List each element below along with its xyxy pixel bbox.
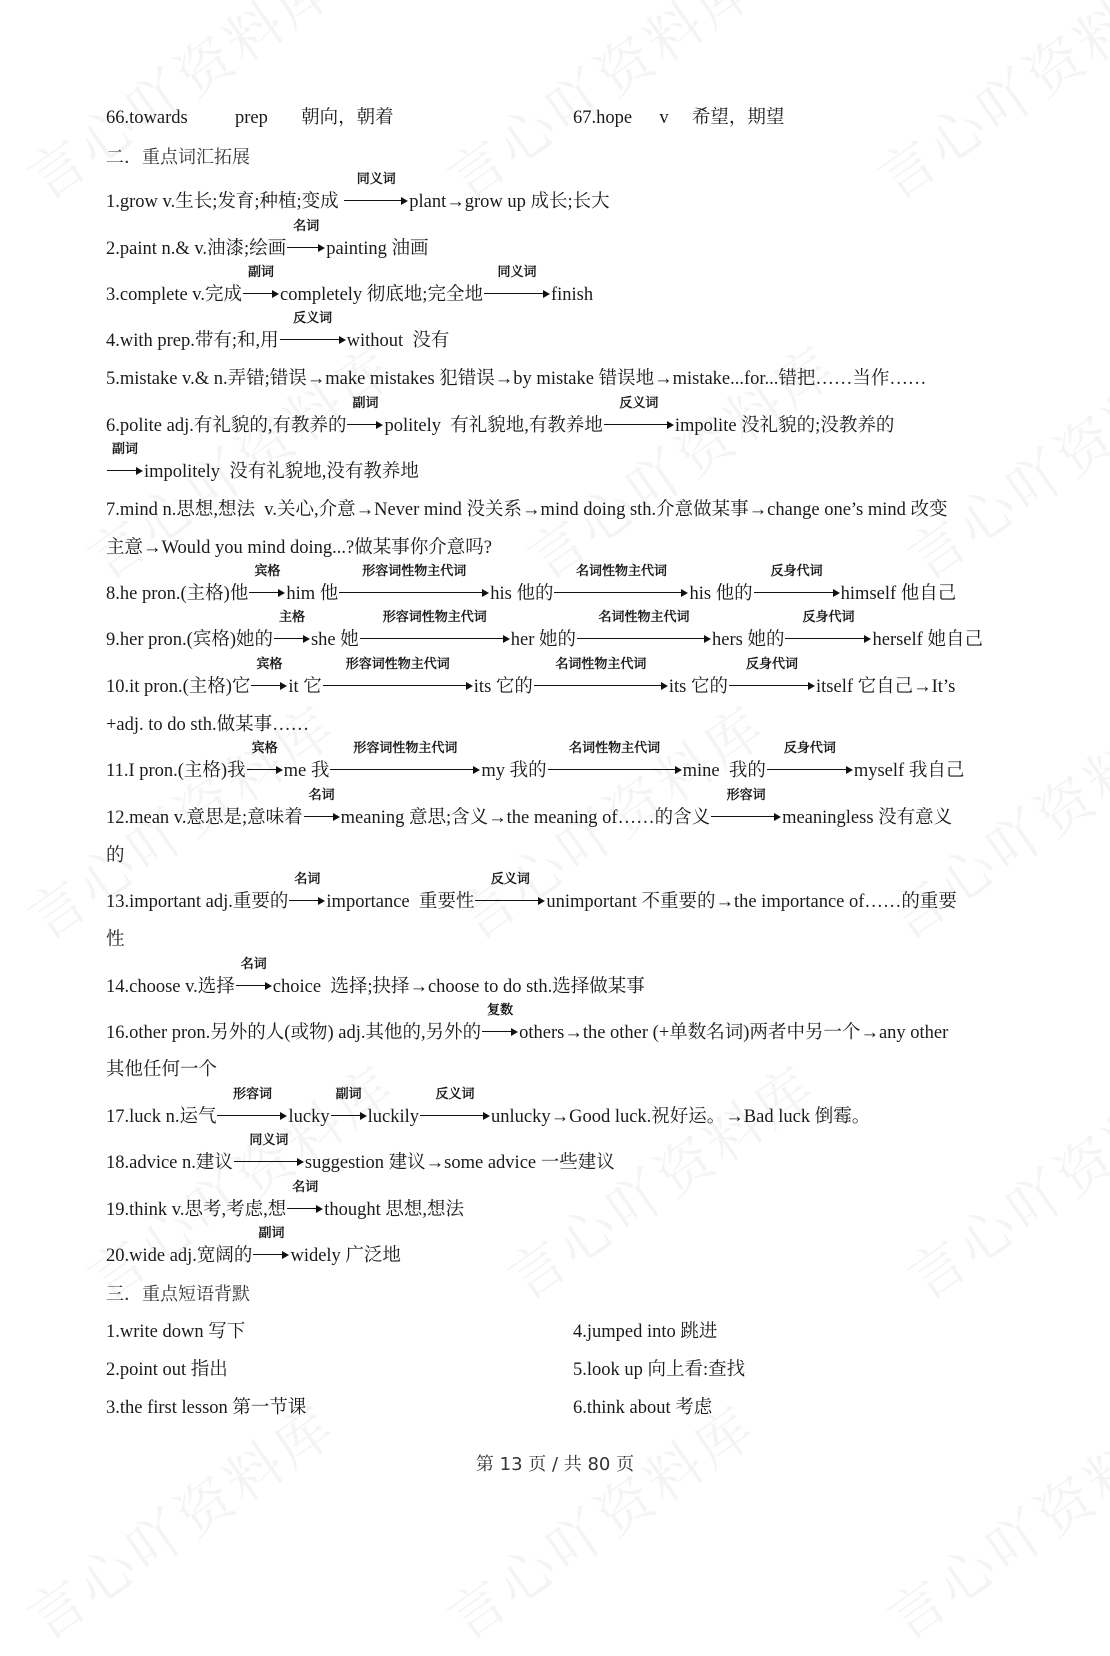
arrow-label: 形容词性物主代词	[353, 741, 458, 756]
vocab-expansion-item	[106, 219, 429, 261]
vocab-word: hope	[596, 108, 633, 128]
arrow-shaft	[548, 769, 676, 770]
derivation-arrow-icon	[339, 564, 489, 599]
watermark-text	[430, 1384, 771, 1656]
arrow-shaft	[604, 424, 668, 425]
arrow-head-icon	[297, 1158, 304, 1166]
entry-text: 13.important adj.重要的	[106, 892, 289, 912]
arrow-shaft	[484, 293, 544, 294]
derivation-arrow-icon	[253, 1226, 289, 1261]
entry-text: my 我的	[481, 761, 547, 781]
vocab-pos: prep	[234, 108, 268, 128]
entry-text: 11.I pron.(主格)我	[106, 761, 246, 781]
arrow-label: 宾格	[256, 657, 283, 672]
arrow-shaft	[344, 200, 402, 201]
derivation-arrow-icon	[767, 741, 853, 776]
entry-text: 8.he pron.(主格)他	[106, 584, 249, 604]
vocab-meaning: 希望，期望	[691, 108, 785, 128]
vocab-expansion-item	[106, 928, 125, 952]
vocab-expansion-item	[106, 564, 957, 606]
derivation-arrow-icon	[534, 657, 668, 692]
entry-text: 的	[106, 846, 125, 866]
vocab-word: towards	[129, 108, 188, 128]
arrow-head-icon	[774, 813, 781, 821]
arrow-head-icon	[667, 421, 674, 429]
vocab-expansion-item	[106, 610, 983, 652]
entry-text: itself 它自己→It’s	[816, 677, 956, 697]
arrow-label: 副词	[247, 265, 274, 280]
vocab-word: 66.	[106, 108, 130, 128]
entry-text: importance 重要性	[326, 892, 475, 912]
derivation-arrow-icon	[347, 396, 383, 431]
entry-text: his 他的	[490, 584, 554, 604]
arrow-shaft	[243, 293, 273, 294]
arrow-head-icon	[376, 421, 383, 429]
arrow-shaft	[729, 685, 809, 686]
derivation-arrow-icon	[344, 172, 408, 207]
arrow-head-icon	[282, 1251, 289, 1259]
entry-text: +adj. to do sth.做某事……	[106, 715, 310, 735]
arrow-shaft	[331, 1115, 361, 1116]
arrow-shaft	[217, 1115, 281, 1116]
arrow-head-icon	[681, 589, 688, 597]
arrow-label: 宾格	[251, 741, 278, 756]
arrow-head-icon	[303, 635, 310, 643]
entry-text: himself 他自己	[840, 584, 957, 604]
arrow-shaft	[754, 592, 834, 593]
arrow-shaft	[274, 638, 304, 639]
watermark-text	[860, 0, 1110, 216]
watermark-text	[890, 324, 1110, 596]
vocab-expansion-item	[106, 367, 926, 391]
derivation-arrow-icon	[754, 564, 840, 599]
derivation-arrow-icon	[247, 741, 283, 776]
vocab-row-67	[573, 106, 784, 130]
entry-text: 10.it pron.(主格)它	[106, 677, 251, 697]
arrow-head-icon	[276, 766, 283, 774]
entry-text: his 他的	[689, 584, 753, 604]
derivation-arrow-icon	[331, 1087, 367, 1122]
entry-text: finish	[550, 285, 594, 305]
arrow-label: 名词	[240, 957, 267, 972]
arrow-label: 副词	[258, 1226, 285, 1241]
arrow-head-icon	[339, 336, 346, 344]
watermark-text	[510, 324, 851, 596]
arrow-shaft	[249, 592, 279, 593]
entry-text: choice 选择;抉择→choose to do sth.选择做某事	[272, 977, 645, 997]
derivation-arrow-icon	[577, 610, 711, 645]
entry-text: 9.her pron.(宾格)她的	[106, 630, 273, 650]
derivation-arrow-icon	[323, 657, 473, 692]
vocab-expansion-item	[106, 311, 450, 353]
entry-text: her 她的	[510, 630, 577, 650]
entry-text: him 他	[286, 584, 339, 604]
arrow-shaft	[253, 1254, 283, 1255]
derivation-arrow-icon	[785, 610, 871, 645]
arrow-head-icon	[316, 1205, 323, 1213]
derivation-arrow-icon	[274, 610, 310, 645]
arrow-head-icon	[136, 467, 143, 475]
phrase-item: 4.jumped into 跳进	[573, 1322, 718, 1342]
derivation-arrow-icon	[107, 442, 143, 477]
vocab-expansion-item	[106, 396, 895, 438]
phrase-item: 5.look up 向上看:查找	[573, 1360, 746, 1380]
derivation-arrow-icon	[249, 564, 285, 599]
entry-text: she 她	[310, 630, 359, 650]
arrow-head-icon	[833, 589, 840, 597]
arrow-shaft	[280, 339, 340, 340]
derivation-arrow-icon	[484, 265, 550, 300]
arrow-label: 反身代词	[746, 657, 799, 672]
vocab-expansion-item	[106, 1058, 217, 1082]
arrow-label: 名词	[293, 219, 320, 234]
entry-text: widely 广泛地	[290, 1246, 401, 1266]
arrow-head-icon	[482, 589, 489, 597]
arrow-label: 副词	[335, 1087, 362, 1102]
arrow-label: 形容词性物主代词	[362, 564, 467, 579]
arrow-head-icon	[278, 589, 285, 597]
arrow-head-icon	[473, 766, 480, 774]
arrow-head-icon	[466, 682, 473, 690]
vocab-expansion-item	[106, 265, 594, 307]
derivation-arrow-icon	[604, 396, 674, 431]
vocab-expansion-item	[106, 1087, 871, 1129]
entry-text: others→the other (+单数名词)两者中另一个→any other	[519, 1023, 949, 1043]
arrow-shaft	[234, 1161, 298, 1162]
section-heading-phrases: 三．重点短语背默	[106, 1284, 250, 1304]
arrow-label: 名词性物主代词	[598, 610, 690, 625]
arrow-head-icon	[265, 982, 272, 990]
arrow-shaft	[554, 592, 682, 593]
entry-text: meaningless 没有意义	[782, 808, 953, 828]
phrase-item: 6.think about 考虑	[573, 1398, 713, 1418]
derivation-arrow-icon	[420, 1087, 490, 1122]
arrow-label: 反身代词	[783, 741, 836, 756]
derivation-arrow-icon	[711, 788, 781, 823]
vocab-expansion-item	[106, 741, 965, 783]
arrow-head-icon	[864, 635, 871, 643]
entry-text: thought 思想,想法	[324, 1200, 464, 1220]
entry-text: plant→grow up 成长;长大	[409, 192, 610, 212]
arrow-label: 名词	[308, 788, 335, 803]
arrow-head-icon	[318, 244, 325, 252]
vocab-expansion-item	[106, 713, 309, 737]
arrow-label: 形容词性物主代词	[345, 657, 450, 672]
arrow-head-icon	[846, 766, 853, 774]
arrow-head-icon	[333, 813, 340, 821]
entry-text: mine 我的	[682, 761, 766, 781]
arrow-shaft	[287, 247, 319, 248]
entry-text: lucky	[288, 1107, 330, 1127]
vocab-expansion-item	[106, 844, 125, 868]
vocab-pos: v	[659, 108, 669, 128]
vocab-expansion-item	[106, 536, 492, 560]
entry-text: 2.paint n.& v.油漆;绘画	[106, 239, 287, 259]
arrow-head-icon	[543, 290, 550, 298]
arrow-label: 主格	[278, 610, 305, 625]
arrow-label: 反身代词	[802, 610, 855, 625]
arrow-label: 名词	[294, 872, 321, 887]
entry-text: 20.wide adj.宽阔的	[106, 1246, 253, 1266]
entry-text: meaning 意思;含义→the meaning of……的含义	[340, 808, 711, 828]
entry-text: suggestion 建议→some advice 一些建议	[304, 1153, 615, 1173]
entry-text: its 它的	[668, 677, 729, 697]
vocab-meaning: 朝向，朝着	[301, 108, 394, 128]
phrase-item: 2.point out 指出	[106, 1360, 228, 1380]
vocab-expansion-item	[106, 1226, 401, 1268]
arrow-shaft	[347, 424, 377, 425]
watermark-text	[870, 1384, 1110, 1656]
vocab-expansion-item	[106, 788, 953, 830]
arrow-label: 名词性物主代词	[575, 564, 667, 579]
entry-text: luckily	[367, 1107, 419, 1127]
arrow-head-icon	[483, 1112, 490, 1120]
arrow-label: 宾格	[254, 564, 281, 579]
arrow-label: 反义词	[435, 1087, 475, 1102]
entry-text: 19.think v.思考,考虑,想	[106, 1200, 287, 1220]
entry-text: impolite 没礼貌的;没教养的	[674, 416, 895, 436]
vocab-expansion-item	[106, 1133, 615, 1175]
vocab-word: 67.	[573, 108, 597, 128]
entry-text: politely 有礼貌地,有教养地	[384, 416, 603, 436]
arrow-label: 反义词	[293, 311, 333, 326]
arrow-shaft	[360, 638, 504, 639]
derivation-arrow-icon	[287, 1180, 323, 1215]
vocab-expansion-item	[106, 1003, 949, 1045]
derivation-arrow-icon	[360, 610, 510, 645]
arrow-head-icon	[280, 1112, 287, 1120]
arrow-shaft	[304, 816, 334, 817]
arrow-head-icon	[661, 682, 668, 690]
entry-text: painting 油画	[326, 239, 429, 259]
vocab-expansion-item	[106, 957, 645, 999]
entry-text: 性	[106, 930, 125, 950]
entry-text: 4.with prep.带有;和,用	[106, 331, 279, 351]
watermark-text	[890, 1044, 1110, 1316]
arrow-label: 名词性物主代词	[555, 657, 647, 672]
arrow-head-icon	[511, 1028, 518, 1036]
entry-text: me 我	[283, 761, 330, 781]
entry-text: 14.choose v.选择	[106, 977, 235, 997]
vocab-expansion-item	[106, 872, 957, 914]
entry-text: 18.advice n.建议	[106, 1153, 233, 1173]
vocab-expansion-item	[106, 442, 419, 484]
derivation-arrow-icon	[482, 1003, 518, 1038]
arrow-head-icon	[318, 897, 325, 905]
arrow-head-icon	[360, 1112, 367, 1120]
arrow-shaft	[289, 900, 319, 901]
arrow-head-icon	[704, 635, 711, 643]
entry-text: without 没有	[346, 331, 450, 351]
arrow-shaft	[785, 638, 865, 639]
derivation-arrow-icon	[289, 872, 325, 907]
watermark-text	[70, 1044, 411, 1316]
arrow-head-icon	[272, 290, 279, 298]
derivation-arrow-icon	[729, 657, 815, 692]
entry-text: 16.other pron.另外的人(或物) adj.其他的,另外的	[106, 1023, 482, 1043]
vocab-row-66	[106, 106, 394, 130]
arrow-shaft	[251, 685, 281, 686]
entry-text: its 它的	[473, 677, 533, 697]
arrow-shaft	[330, 769, 474, 770]
arrow-shaft	[475, 900, 539, 901]
entry-text: completely 彻底地;完全地	[279, 285, 483, 305]
entry-text: 主意→Would you mind doing...?做某事你介意吗?	[106, 538, 492, 558]
arrow-label: 同义词	[497, 265, 537, 280]
entry-text: 5.mistake v.& n.弄错;错误→make mistakes 犯错误→by mistake 错误地→mistake...for...错把……当作……	[106, 369, 927, 389]
arrow-head-icon	[808, 682, 815, 690]
derivation-arrow-icon	[243, 265, 279, 300]
arrow-shaft	[247, 769, 277, 770]
arrow-head-icon	[401, 197, 408, 205]
derivation-arrow-icon	[330, 741, 480, 776]
arrow-label: 复数	[487, 1003, 514, 1018]
arrow-label: 副词	[111, 442, 138, 457]
page-number: 第 13 页 / 共 80 页	[475, 1454, 635, 1475]
entry-text: herself 她自己	[872, 630, 983, 650]
arrow-label: 同义词	[249, 1133, 289, 1148]
arrow-shaft	[107, 470, 137, 471]
arrow-shaft	[577, 638, 705, 639]
derivation-arrow-icon	[236, 957, 272, 992]
vocab-expansion-item	[106, 657, 956, 699]
arrow-shaft	[767, 769, 847, 770]
entry-text: myself 我自己	[853, 761, 965, 781]
arrow-label: 反义词	[490, 872, 530, 887]
derivation-arrow-icon	[234, 1133, 304, 1168]
entry-text: 17.luck n.运气	[106, 1107, 217, 1127]
entry-text: 6.polite adj.有礼貌的,有教养的	[106, 416, 347, 436]
derivation-arrow-icon	[280, 311, 346, 346]
arrow-shaft	[420, 1115, 484, 1116]
derivation-arrow-icon	[287, 219, 325, 254]
entry-text: 3.complete v.完成	[106, 285, 242, 305]
arrow-head-icon	[503, 635, 510, 643]
phrase-item: 1.write down 写下	[106, 1322, 246, 1342]
arrow-head-icon	[675, 766, 682, 774]
arrow-head-icon	[280, 682, 287, 690]
arrow-shaft	[482, 1031, 512, 1032]
arrow-label: 名词性物主代词	[569, 741, 661, 756]
section-heading-vocab-expansion: 二．重点词汇拓展	[106, 147, 250, 167]
arrow-shaft	[323, 685, 467, 686]
derivation-arrow-icon	[475, 872, 545, 907]
entry-text: 1.grow v.生长;发育;种植;变成	[106, 192, 344, 212]
entry-text: hers 她的	[712, 630, 785, 650]
entry-text: 7.mind n.思想,想法 v.关心,介意→Never mind 没关系→mind doing sth.介意做某事→change one’s mind 改变	[106, 500, 948, 520]
arrow-shaft	[339, 592, 483, 593]
watermark-text	[490, 1044, 831, 1316]
arrow-label: 名词	[292, 1180, 319, 1195]
arrow-label: 反身代词	[770, 564, 823, 579]
vocab-expansion-item	[106, 172, 610, 214]
entry-text: 其他任何一个	[106, 1060, 218, 1080]
vocab-expansion-item	[106, 498, 948, 522]
watermark-text	[10, 1384, 351, 1656]
entry-text: unlucky→Good luck.祝好运。→Bad luck 倒霉。	[490, 1107, 871, 1127]
derivation-arrow-icon	[217, 1087, 287, 1122]
arrow-label: 形容词	[232, 1087, 272, 1102]
entry-text: 12.mean v.意思是;意味着	[106, 808, 303, 828]
arrow-label: 反义词	[619, 396, 659, 411]
arrow-shaft	[236, 985, 266, 986]
phrase-item: 3.the first lesson 第一节课	[106, 1398, 307, 1418]
derivation-arrow-icon	[251, 657, 287, 692]
vocab-expansion-item	[106, 1180, 464, 1222]
derivation-arrow-icon	[554, 564, 688, 599]
arrow-shaft	[711, 816, 775, 817]
derivation-arrow-icon	[304, 788, 340, 823]
arrow-head-icon	[538, 897, 545, 905]
arrow-shaft	[287, 1208, 317, 1209]
entry-text: it 它	[288, 677, 322, 697]
entry-text: impolitely 没有礼貌地,没有教养地	[144, 462, 419, 482]
arrow-label: 形容词性物主代词	[382, 610, 487, 625]
arrow-label: 副词	[352, 396, 379, 411]
arrow-label: 形容词	[726, 788, 766, 803]
arrow-label: 同义词	[356, 172, 396, 187]
arrow-shaft	[534, 685, 662, 686]
entry-text: unimportant 不重要的→the importance of……的重要	[546, 892, 957, 912]
derivation-arrow-icon	[548, 741, 682, 776]
